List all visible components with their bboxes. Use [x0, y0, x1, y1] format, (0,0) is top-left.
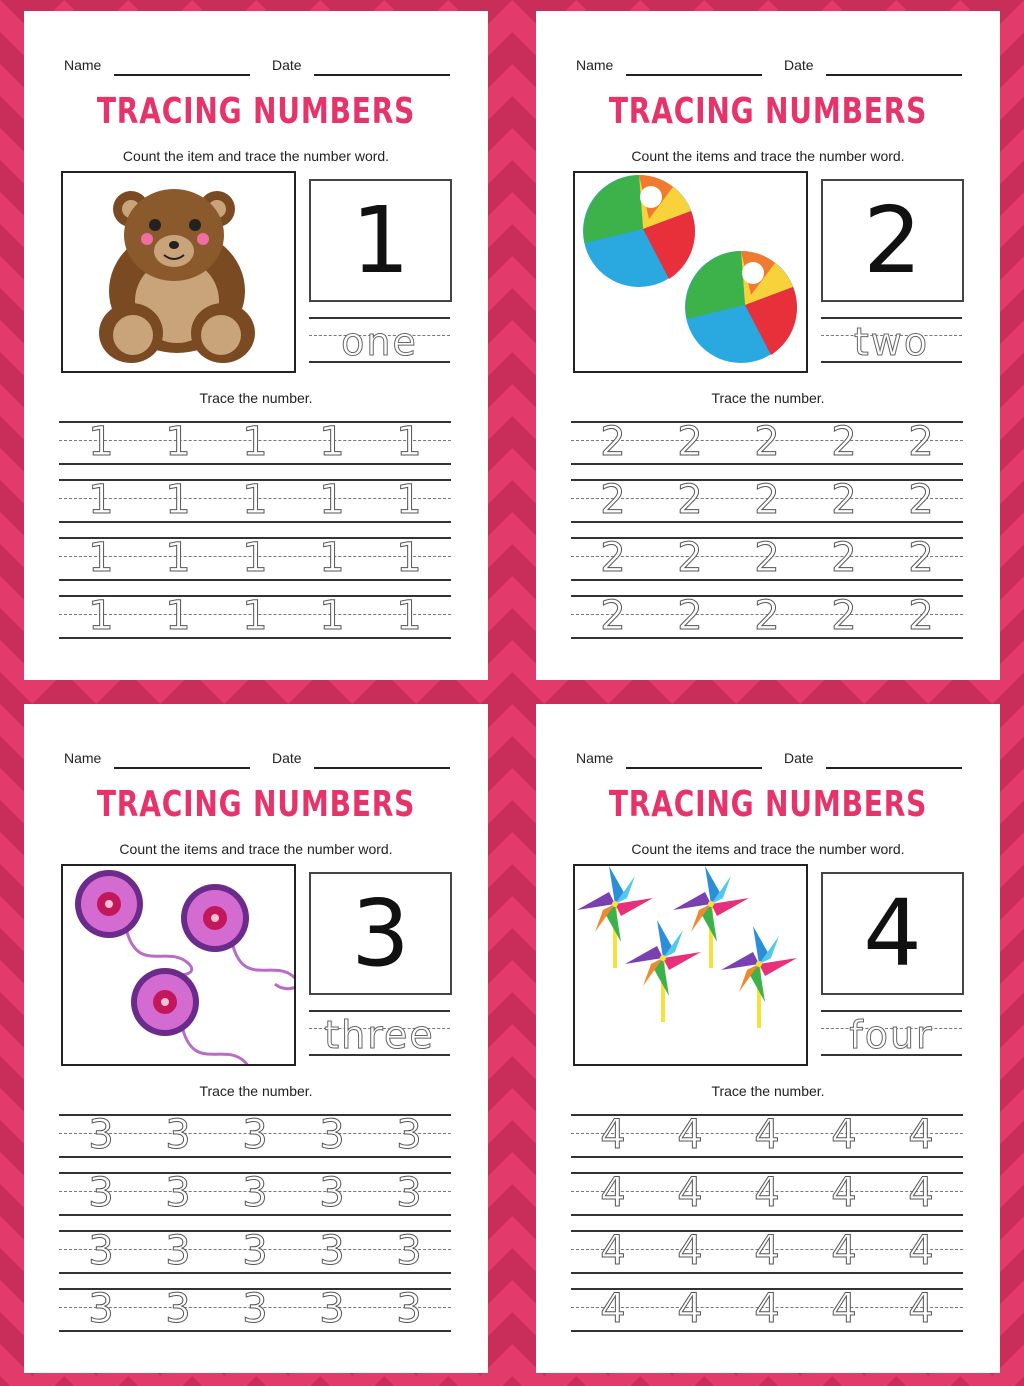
trace-glyph: 1 — [319, 593, 345, 639]
trace-glyph: 4 — [600, 1170, 626, 1216]
trace-glyph: 3 — [242, 1170, 268, 1216]
tracing-row[interactable] — [59, 537, 451, 581]
worksheet-one — [24, 11, 488, 680]
instructions: Count the items and trace the number word. — [631, 841, 905, 857]
page-title: TRACING NUMBERS — [96, 784, 416, 825]
trace-glyph: 3 — [396, 1170, 422, 1216]
tracing-row[interactable] — [571, 1288, 963, 1332]
trace-glyph: 2 — [754, 535, 780, 581]
date-field[interactable] — [826, 767, 962, 769]
trace-glyph: 4 — [908, 1112, 934, 1158]
trace-glyph: 1 — [88, 419, 114, 465]
trace-glyph: 1 — [242, 419, 268, 465]
trace-glyph: 4 — [754, 1286, 780, 1332]
count-picture-box — [61, 171, 296, 373]
trace-glyph: 2 — [754, 419, 780, 465]
trace-glyph: 1 — [319, 477, 345, 523]
trace-glyph: 1 — [88, 477, 114, 523]
number-word: one — [341, 320, 418, 364]
trace-glyph: 3 — [165, 1286, 191, 1332]
trace-glyph: 1 — [396, 535, 422, 581]
trace-glyph: 1 — [88, 593, 114, 639]
number-word-tracing[interactable] — [309, 317, 450, 363]
name-date-header — [64, 750, 450, 770]
trace-glyph: 3 — [165, 1228, 191, 1274]
name-date-header — [64, 57, 450, 77]
trace-glyph: 1 — [242, 477, 268, 523]
trace-glyph: 3 — [319, 1170, 345, 1216]
trace-glyph: 4 — [600, 1286, 626, 1332]
trace-glyph: 2 — [831, 535, 857, 581]
tracing-row[interactable] — [571, 595, 963, 639]
trace-glyph: 1 — [165, 419, 191, 465]
trace-glyph: 3 — [165, 1170, 191, 1216]
worksheet-four — [536, 704, 1000, 1373]
tracing-row[interactable] — [59, 1288, 451, 1332]
trace-glyph: 4 — [677, 1286, 703, 1332]
trace-glyph: 4 — [677, 1228, 703, 1274]
trace-glyph: 1 — [396, 593, 422, 639]
trace-glyph: 2 — [831, 477, 857, 523]
trace-glyph: 1 — [319, 419, 345, 465]
date-label: Date — [272, 57, 302, 73]
tracing-row[interactable] — [59, 595, 451, 639]
trace-glyph: 1 — [88, 535, 114, 581]
trace-glyph: 2 — [677, 593, 703, 639]
tracing-row[interactable] — [571, 1230, 963, 1274]
pinwheel-icon — [575, 866, 806, 1064]
trace-glyph: 3 — [242, 1286, 268, 1332]
trace-glyph: 1 — [319, 535, 345, 581]
number-word-tracing[interactable] — [309, 1010, 450, 1056]
number-word: three — [324, 1013, 435, 1057]
name-field[interactable] — [114, 74, 250, 76]
trace-glyph: 2 — [908, 477, 934, 523]
count-picture-box — [61, 864, 296, 1066]
big-number: 1 — [351, 187, 410, 294]
trace-glyph: 2 — [754, 477, 780, 523]
tracing-row[interactable] — [59, 1172, 451, 1216]
trace-glyph: 1 — [242, 535, 268, 581]
worksheet-three — [24, 704, 488, 1373]
trace-glyph: 1 — [396, 419, 422, 465]
trace-glyph: 4 — [908, 1228, 934, 1274]
trace-glyph: 4 — [600, 1112, 626, 1158]
number-word-tracing[interactable] — [821, 317, 962, 363]
trace-glyph: 1 — [165, 477, 191, 523]
page-title: TRACING NUMBERS — [608, 784, 928, 825]
tracing-row[interactable] — [59, 1114, 451, 1158]
yo-yo-icon — [63, 866, 294, 1064]
trace-glyph: 1 — [242, 593, 268, 639]
date-label: Date — [784, 57, 814, 73]
trace-glyph: 3 — [165, 1112, 191, 1158]
trace-glyph: 2 — [600, 477, 626, 523]
instructions: Count the items and trace the number word. — [119, 841, 393, 857]
number-box — [309, 179, 452, 302]
name-label: Name — [576, 750, 614, 766]
trace-glyph: 3 — [396, 1286, 422, 1332]
trace-glyph: 4 — [831, 1112, 857, 1158]
trace-glyph: 3 — [88, 1170, 114, 1216]
date-label: Date — [272, 750, 302, 766]
tracing-row[interactable] — [59, 479, 451, 523]
number-box — [821, 872, 964, 995]
number-word-tracing[interactable] — [821, 1010, 962, 1056]
big-number: 3 — [351, 880, 410, 987]
trace-glyph: 4 — [754, 1112, 780, 1158]
trace-glyph: 2 — [831, 419, 857, 465]
number-word: two — [853, 320, 930, 364]
trace-glyph: 4 — [754, 1228, 780, 1274]
trace-glyph: 2 — [600, 535, 626, 581]
trace-glyph: 2 — [677, 535, 703, 581]
trace-glyph: 3 — [242, 1112, 268, 1158]
tracing-row[interactable] — [571, 1172, 963, 1216]
trace-glyph: 4 — [831, 1286, 857, 1332]
date-field[interactable] — [826, 74, 962, 76]
trace-glyph: 4 — [677, 1112, 703, 1158]
tracing-row[interactable] — [59, 421, 451, 465]
count-picture-box — [573, 864, 808, 1066]
number-word: four — [849, 1013, 934, 1057]
trace-glyph: 3 — [88, 1286, 114, 1332]
tracing-row[interactable] — [571, 537, 963, 581]
name-label: Name — [64, 750, 102, 766]
big-number: 4 — [863, 880, 922, 987]
number-box — [821, 179, 964, 302]
trace-glyph: 3 — [396, 1228, 422, 1274]
name-label: Name — [576, 57, 614, 73]
trace-instructions: Trace the number. — [711, 1083, 825, 1099]
teddy-bear-icon — [63, 173, 294, 371]
trace-glyph: 2 — [908, 593, 934, 639]
name-date-header — [576, 750, 962, 770]
trace-glyph: 2 — [677, 477, 703, 523]
count-picture-box — [573, 171, 808, 373]
trace-glyph: 3 — [319, 1112, 345, 1158]
trace-glyph: 2 — [831, 593, 857, 639]
page-title: TRACING NUMBERS — [608, 91, 928, 132]
trace-glyph: 3 — [319, 1228, 345, 1274]
trace-glyph: 3 — [88, 1112, 114, 1158]
trace-glyph: 1 — [165, 535, 191, 581]
name-label: Name — [64, 57, 102, 73]
trace-glyph: 3 — [242, 1228, 268, 1274]
trace-glyph: 2 — [908, 535, 934, 581]
trace-glyph: 4 — [908, 1286, 934, 1332]
page-title: TRACING NUMBERS — [96, 91, 416, 132]
tracing-rows[interactable] — [59, 421, 451, 661]
trace-glyph: 3 — [319, 1286, 345, 1332]
trace-glyph: 4 — [677, 1170, 703, 1216]
tracing-row[interactable] — [59, 1230, 451, 1274]
beach-ball-icon — [575, 173, 806, 371]
tracing-row[interactable] — [571, 1114, 963, 1158]
date-field[interactable] — [314, 74, 450, 76]
tracing-rows[interactable] — [571, 1114, 963, 1354]
name-date-header — [576, 57, 962, 77]
trace-glyph: 3 — [88, 1228, 114, 1274]
name-field[interactable] — [114, 767, 250, 769]
trace-glyph: 2 — [600, 419, 626, 465]
trace-glyph: 1 — [396, 477, 422, 523]
trace-glyph: 4 — [754, 1170, 780, 1216]
trace-glyph: 4 — [831, 1228, 857, 1274]
big-number: 2 — [863, 187, 922, 294]
trace-glyph: 2 — [600, 593, 626, 639]
trace-glyph: 2 — [754, 593, 780, 639]
instructions: Count the item and trace the number word. — [122, 148, 390, 164]
tracing-row[interactable] — [571, 421, 963, 465]
worksheet-two — [536, 11, 1000, 680]
tracing-rows[interactable] — [571, 421, 963, 661]
trace-glyph: 1 — [165, 593, 191, 639]
trace-instructions: Trace the number. — [199, 390, 313, 406]
trace-instructions: Trace the number. — [199, 1083, 313, 1099]
trace-glyph: 2 — [908, 419, 934, 465]
instructions: Count the items and trace the number word. — [631, 148, 905, 164]
trace-glyph: 4 — [831, 1170, 857, 1216]
date-field[interactable] — [314, 767, 450, 769]
trace-glyph: 2 — [677, 419, 703, 465]
date-label: Date — [784, 750, 814, 766]
tracing-row[interactable] — [571, 479, 963, 523]
trace-glyph: 4 — [908, 1170, 934, 1216]
trace-glyph: 4 — [600, 1228, 626, 1274]
name-field[interactable] — [626, 74, 762, 76]
tracing-rows[interactable] — [59, 1114, 451, 1354]
number-box — [309, 872, 452, 995]
name-field[interactable] — [626, 767, 762, 769]
trace-instructions: Trace the number. — [711, 390, 825, 406]
trace-glyph: 3 — [396, 1112, 422, 1158]
